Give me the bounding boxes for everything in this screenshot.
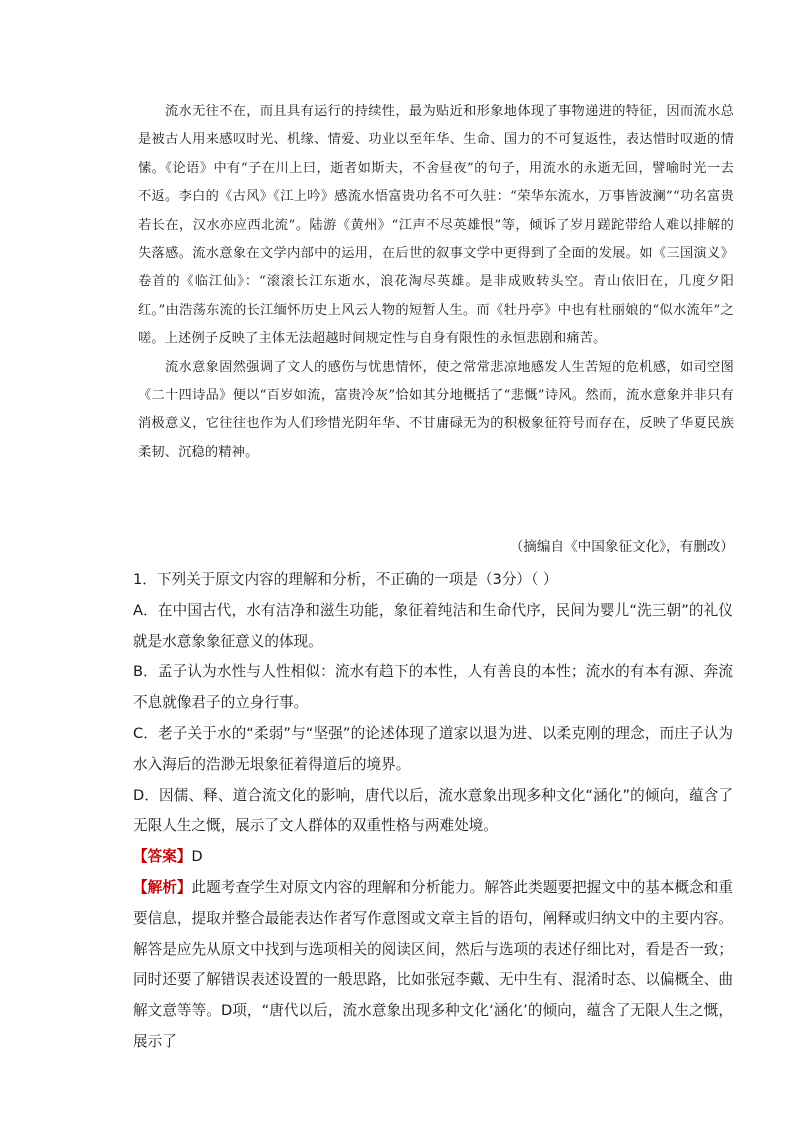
answer-label: 【答案】	[133, 848, 192, 866]
source-citation: （摘编自《中国象征文化》，有删改）	[509, 539, 734, 555]
question-block	[133, 565, 733, 1058]
passage-paragraph-1: 流水无往不在，而且具有运行的持续性，最为贴近和形象地体现了事物递进的特征，因而流水总是被古人用来感叹时光、机缘、情爱、功业以至年华、生命、国力的不可复返性，表达惜时叹逝的情愫。《论语》中有“子在川上曰，逝者如斯夫，不舍昼夜”的句子，用流水的永逝无回，譬喻时光一去不返。李白的《古风》《江上吟》感流水悟富贵功名不可久驻：“荣华东流水，万事皆波澜”“功名富贵若长在，汉水亦应西北流”。陆游《黄州》“江声不尽英雄恨”等，倾诉了岁月蹉跎带给人难以排解的失落感。流水意象在文学内部中的运用，在后世的叙事文学中更得到了全面的发展。如《三国演义》卷首的《临江仙》：“滚滚长江东逝水，浪花淘尽英雄。是非成败转头空。青山依旧在，几度夕阳红。”由浩荡东流的长江缅怀历史上风云人物的短暂人生。而《牡丹亭》中也有杜丽娘的“似水流年”之嗟。上述例子反映了主体无法超越时间规定性与自身有限性的永恒悲剧和痛苦。	[138, 104, 734, 347]
analysis-line	[133, 873, 733, 1058]
answer-value: D	[191, 848, 203, 866]
option-a: A．在中国古代，水有洁净和滋生功能，象征着纯洁和生命代序，民间为婴儿“洗三朝”的礼仪就是水意象象征意义的体现。	[133, 601, 733, 650]
question-stem: 1．下列关于原文内容的理解和分析，不正确的一项是（3分）（ ）	[133, 571, 558, 588]
option-b: B．孟子认为水性与人性相似：流水有趋下的本性，人有善良的本性；流水的有本有源、奔流不息就像君子的立身行事。	[133, 663, 733, 712]
option-d: D．因儒、释、道合流文化的影响，唐代以后，流水意象出现多种文化“涵化”的倾向，蕴含了无限人生之慨，展示了文人群体的双重性格与两难处境。	[133, 786, 733, 835]
option-c: C．老子关于水的“柔弱”与“坚强”的论述体现了道家以退为进、以柔克刚的理念，而庄子认为水入海后的浩渺无垠象征着得道后的境界。	[133, 724, 733, 773]
answer-line	[133, 842, 733, 873]
analysis-text: 此题考查学生对原文内容的理解和分析能力。解答此类题要把握文中的基本概念和重要信息，提取并整合最能表达作者写作意图或文章主旨的语句，阐释或归纳文中的主要内容。解答是应先从原文中找到与选项相关的阅读区间，然后与选项的表述仔细比对，看是否一致；同时还要了解错误表述设置的一般思路，比如张冠李戴、无中生有、混淆时态、以偏概全、曲解文意等等。D项，“唐代以后，流水意象出现多种文化‘涵化’的倾向，蕴含了无限人生之慨，展示了	[133, 878, 733, 1050]
passage	[138, 98, 734, 467]
analysis-label: 【解析】	[133, 878, 192, 896]
passage-paragraph-2: 流水意象固然强调了文人的感伤与忧患情怀，使之常常悲凉地感发人生苦短的危机感，如司空图《二十四诗品》便以“百岁如流，富贵冷灰”恰如其分地概括了“悲慨”诗风。然而，流水意象并非只有消极意义，它往往也作为人们珍惜光阴年华、不甘庸碌无为的积极象征符号而存在，反映了华夏民族柔韧、沉稳的精神。	[138, 359, 734, 460]
